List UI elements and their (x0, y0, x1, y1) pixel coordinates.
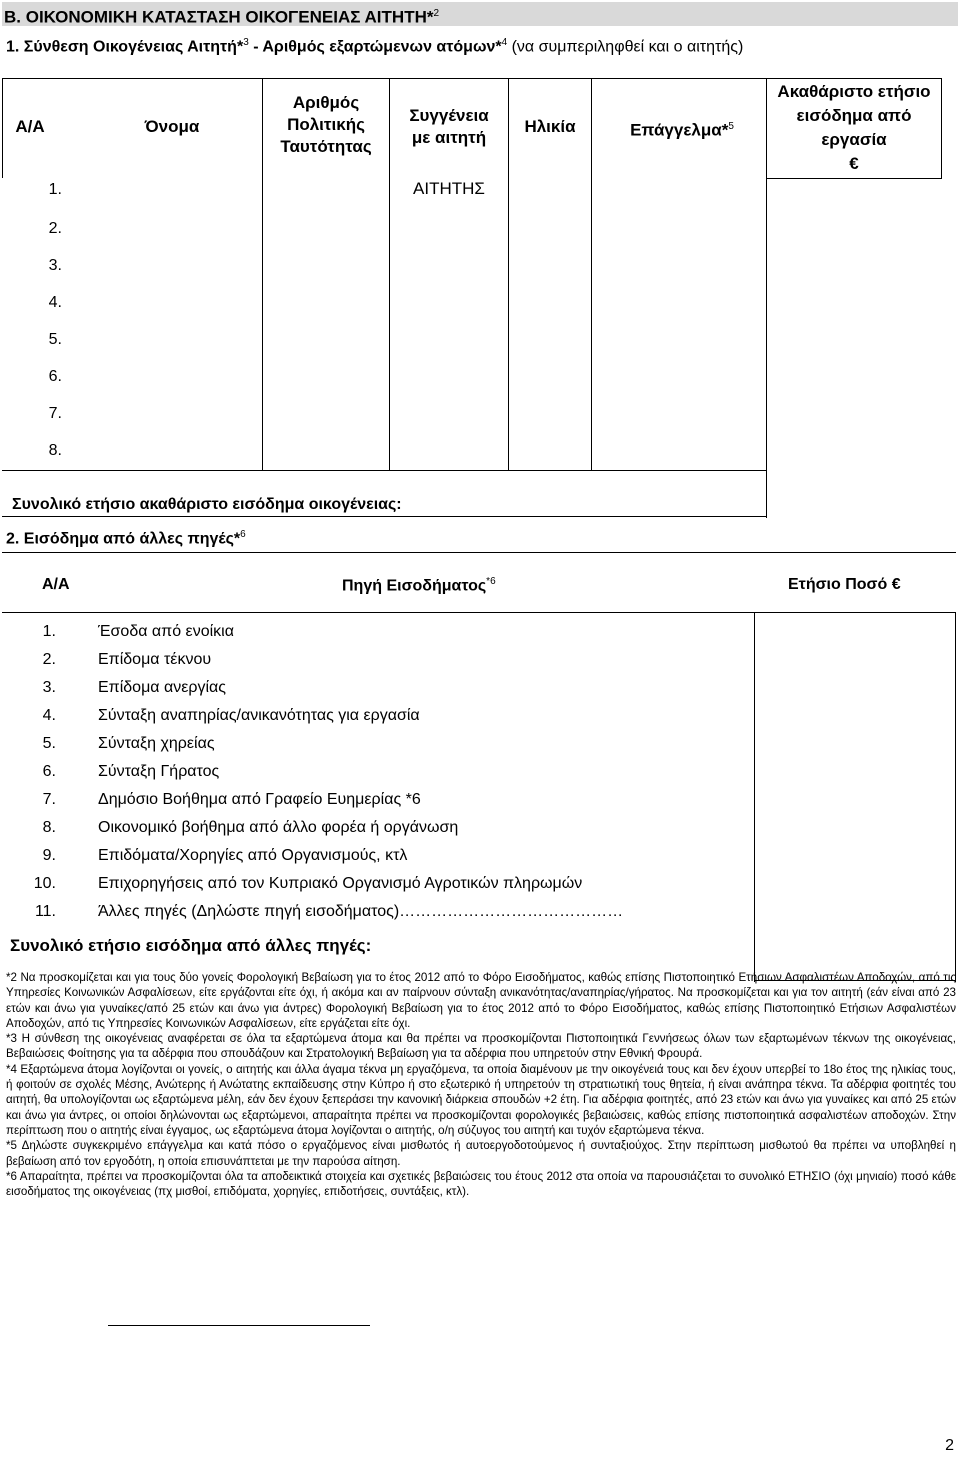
income-header-bottom (766, 178, 942, 179)
footnote-3: *3 Η σύνθεση της οικογένειας αναφέρεται σε όλα τα εξαρτώμενα άτομα και θα πρέπει να προσκομίζονται Πιστοποιητικά Γεννήσεως όλων των εξαρτωμένων τέκνων της οικογένειας, Βεβαιώσεις Φοίτησης για τα αδέρφια που σπουδάζουν και Στρατολογική Βεβαίωση για τα αδέρφια που υπηρετούν στην Εθνική Φρουρά. (6, 1032, 956, 1061)
income-row-label: Επίδομα τέκνου (98, 651, 212, 668)
family-title-sup-b: 4 (501, 37, 508, 48)
section-header (2, 2, 958, 26)
header-aa: Α/Α (15, 117, 45, 136)
income-row-number: 6. (42, 763, 56, 780)
signature-line (108, 1325, 370, 1326)
income-row-label: Δημόσιο Βοήθημα από Γραφείο Ευημερίας *6 (98, 791, 421, 808)
family-table (2, 78, 942, 518)
family-title-sup-a: 3 (243, 37, 249, 48)
income-row-label: Άλλες πηγές (Δηλώστε πηγή εισοδήματος)…………………………………… (98, 903, 624, 920)
col-divider-income (766, 78, 767, 518)
header-id (264, 92, 388, 158)
income-header-aa: Α/Α (42, 576, 70, 593)
rows-bottom-line (2, 470, 766, 471)
table-border-top (2, 78, 942, 79)
header-relation-line1: Συγγένεια (409, 106, 489, 125)
family-row-number: 8. (48, 442, 62, 459)
income-row-number: 8. (42, 819, 56, 836)
header-id-line3: Ταυτότητας (280, 137, 372, 156)
applicant-relation: ΑΙΤΗΤΗΣ (413, 179, 485, 198)
header-relation-line2: με αιτητή (411, 128, 487, 147)
section-title: Β. ΟΙΚΟΝΟΜΙΚΗ ΚΑΤΑΣΤΑΣΗ ΟΙΚΟΓΕΝΕΙΑΣ ΑΙΤΗΤΗ* (4, 7, 434, 27)
header-job (602, 116, 762, 142)
family-row-number: 2. (48, 220, 62, 237)
income-row-label: Επίδομα ανεργίας (98, 679, 226, 696)
family-row-number: 5. (48, 331, 62, 348)
income-row-number: 3. (42, 679, 56, 696)
income-row-number: 11. (34, 903, 56, 920)
section-sup: 2 (433, 8, 440, 19)
page-number: 2 (945, 1437, 954, 1454)
other-income-title-sup: 6 (240, 529, 246, 540)
income-row-number: 10. (33, 875, 56, 892)
header-id-line1: Αριθμός (292, 93, 360, 112)
income-row-label: Σύνταξη χηρείας (98, 735, 215, 752)
header-income-line2: εισόδημα από (796, 106, 912, 125)
table-border-right (941, 78, 942, 178)
income-header-amount: Ετήσιο Ποσό € (788, 576, 901, 593)
income-row-number: 9. (42, 847, 56, 864)
family-composition-title (6, 37, 743, 56)
family-row-number: 3. (48, 257, 62, 274)
other-income-total-label: Συνολικό ετήσιο εισόδημα από άλλες πηγές: (10, 936, 372, 955)
family-row-number: 6. (48, 368, 62, 385)
header-name: Όνομα (144, 117, 200, 136)
header-relation (391, 105, 507, 149)
income-row-number: 7. (42, 791, 56, 808)
total-bottom-line (2, 516, 767, 517)
header-income-line1: Ακαθάριστο ετήσιο (777, 82, 931, 101)
income-row-number: 4. (42, 707, 56, 724)
income-row-number: 2. (42, 651, 56, 668)
income-row-label: Επιδόματα/Χορηγίες από Οργανισμούς, κτλ (98, 847, 408, 864)
footnotes (6, 970, 956, 1199)
header-age: Ηλικία (524, 117, 576, 136)
col-divider-relation (389, 78, 390, 470)
header-id-line2: Πολιτικής (287, 115, 365, 134)
header-income-line3: εργασία (821, 130, 887, 149)
income-table-top (2, 552, 956, 553)
header-income (768, 80, 940, 176)
income-header-source (342, 576, 496, 595)
col-divider-id (262, 78, 263, 470)
income-row-label: Έσοδα από ενοίκια (98, 623, 234, 640)
income-row-label: Σύνταξη Γήρατος (98, 763, 220, 780)
header-job-text: Επάγγελμα* (630, 120, 729, 140)
family-title-a: 1. Σύνθεση Οικογένειας Αιτητή* (6, 38, 244, 56)
family-title-b: - Αριθμός εξαρτώμενων ατόμων* (248, 38, 502, 56)
income-row-number: 5. (42, 735, 56, 752)
family-row-number: 1. (48, 181, 62, 198)
footnote-5: *5 Δηλώστε συγκεκριμένο επάγγελμα και κατά πόσο ο εργαζόμενος είναι μισθωτός ή αυτοεργοδοτούμενος ή συνταξιούχος. Στην περίπτωση μισθωτού θα πρέπει να υποβληθεί η βεβαίωση από τον εργοδότη, η οποία επισυνάπτεται με την παρούσα αίτηση. (6, 1139, 956, 1168)
income-row-label: Οικονομικό βοήθημα από άλλο φορέα ή οργάνωση (98, 819, 459, 836)
family-title-c: (να συμπεριληφθεί και ο αιτητής) (507, 38, 744, 56)
income-amount-col-left (754, 612, 755, 982)
col-divider-job (591, 78, 592, 470)
footnote-6: *6 Απαραίτητα, πρέπει να προσκομίζονται όλα τα αποδεικτικά στοιχεία και σχετικές βεβαιώσεις του έτους 2012 στα οποία να παρουσιάζεται το συνολικό ΕΤΗΣΙΟ (όχι μηνιαίο) ποσό κάθε εισοδήματος της οικογένειας (πχ μισθοί, επιδόματα, χορηγίες, επιδοτήσεις, συντάξεις, κτλ). (6, 1169, 956, 1199)
income-row-number: 1. (42, 623, 56, 640)
family-row-number: 7. (48, 405, 62, 422)
income-row-label: Σύνταξη αναπηρίας/ανικανότητας για εργασία (98, 707, 420, 724)
family-row-number: 4. (48, 294, 62, 311)
table-border-left (2, 78, 3, 178)
income-header-source-sup: *6 (486, 576, 496, 587)
income-header-bottom (2, 612, 956, 613)
col-divider-age (508, 78, 509, 470)
income-amount-col-right (955, 612, 956, 982)
family-total-label: Συνολικό ετήσιο ακαθάριστο εισόδημα οικογένειας: (12, 496, 402, 513)
income-row-label: Επιχορηγήσεις από τον Κυπριακό Οργανισμό Αγροτικών πληρωμών (98, 875, 583, 892)
other-income-title-text: 2. Εισόδημα από άλλες πηγές* (6, 530, 241, 548)
other-income-title (6, 529, 246, 548)
header-income-line4: € (849, 154, 859, 173)
header-job-sup: 5 (728, 121, 734, 132)
footnote-2: *2 Να προσκομίζεται και για τους δύο γονείς Φορολογική Βεβαίωση για το έτος 2012 από το Φόρο Εισοδήματος, καθώς επίσης Πιστοποιητικό Ετήσιων Ασφαλιστέων Αποδοχών, από τις Υπηρεσίες Κοινωνικών Ασφαλίσεων, είτε εργάζονται είτε όχι, ή ακόμα και αν παίρνουν σύνταξη ανικανότητας/αναπηρίας/γήρατος. Να προσκομίζεται και για τον αιτητή (εάν είναι από 23 ετών και άνω για γυναίκες/από 25 ετών και άνω για άντρες) Φορολογική Βεβαίωση για το έτος 2012 από το Φόρο Εισοδήματος, καθώς επίσης Πιστοποιητικό Ετήσιων Ασφαλιστέων Αποδοχών, από τις Υπηρεσίες Κοινωνικών Ασφαλίσεων, είτε εργάζεται είτε όχι. (6, 971, 956, 1030)
footnote-4: *4 Εξαρτώμενα άτομα λογίζονται οι γονείς, ο αιτητής και άλλα άγαμα τέκνα μη εργαζόμενα, τα οποία διαμένουν με την οικογένειά τους και δεν έχουν υπερβεί το 18ο έτος της ηλικίας τους, ή φοιτούν σε σχολές Μέσης, Ανώτερης ή Ανώτατης εκπαίδευσης στην Κύπρο ή στο εξωτερικό ή υπηρετούν τη στρατιωτική τους θητεία, ή είναι ανάπηρα τέκνα. Τα αδέρφια φοιτητές του αιτητή, θα υπολογίζονται ως εξαρτώμενα μέλη, εάν δεν έχουν ξεπεράσει την κανονική διάρκεια σπουδών +2 έτη. Για αδέρφια φοιτητές, από 23 ετών και άνω για γυναίκες και από 25 ετών και άνω για άντρες, οι οποίοι δηλώνονται ως εξαρτώμενοι, απαραίτητα πρέπει να προσκομίζονται φορολογικές βεβαιώσεις, καθώς επίσης πιστοποιητικά ασφαλιστέων αποδοχών. Στην περίπτωση που ο αιτητής είναι έγγαμος, ως εξαρτώμενα άτομα λογίζονται ο αιτητής, ο/η σύζυγος του αιτητή και τυχόν εξαρτώμενα τέκνα. (6, 1062, 956, 1137)
income-header-source-text: Πηγή Εισοδήματος (342, 577, 487, 595)
